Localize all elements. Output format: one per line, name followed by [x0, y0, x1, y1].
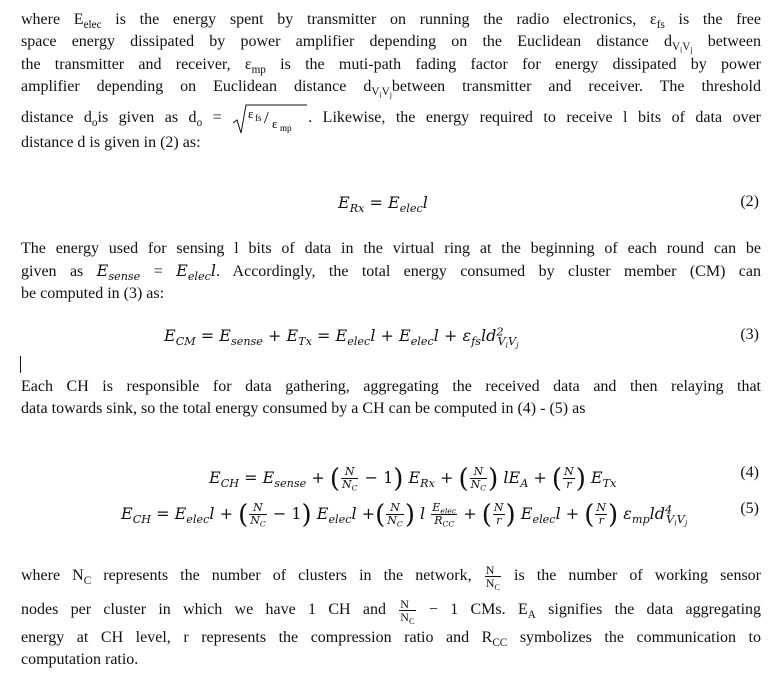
- para4-line3: energy at CH level, r represents the compression ratio and $R_{CC}$ symbolizes the communication to: [21, 629, 762, 649]
- svg-text:ε: ε: [248, 105, 254, 121]
- para4-line4: computation ratio.: [21, 651, 139, 669]
- para2-line3: be computed in (3) as:: [21, 284, 165, 302]
- svg-text:/: /: [264, 107, 269, 127]
- para4-line2: nodes per cluster in which we have 1 CH and $\frac{N}{N_C}$ − 1 CMs. $E_A$ signifies the data aggregating: [21, 596, 762, 626]
- paragraph-variable-definitions: [21, 559, 761, 672]
- text-cursor: [20, 356, 21, 373]
- paragraph-sensing-energy: [21, 238, 761, 305]
- para3-line2: data towards sink, so the total energy consumed by a CH can be computed in (4) - (5) as: [21, 400, 586, 418]
- para1-line1: where $E_{elec}$ is the energy spent by transmitter on running the radio electronics, $\varepsilon_{fs}$ is the free: [21, 11, 762, 31]
- equation-3-number: (3): [740, 326, 759, 343]
- para4-line1: where $N_C$ represents the number of clusters in the network, $\frac{N}{N_C}$ is the number of working sensor: [21, 562, 762, 592]
- equation-4: [21, 464, 761, 494]
- svg-text:mp: mp: [280, 122, 292, 133]
- para2-line2: given as $E_{sense} = E_{elec}l$. Accordingly, the total energy consumed by cluster member (CM) can: [21, 261, 761, 284]
- equation-4-formula: $E_{CH} = E_{sense}$ + ( $\frac{N}{N_C}$ − 1) $E_{Rx}$ + ( $\frac{N}{N_C}$ ) $lE_A$ + ( $\frac{N}{r}$ ) $E_{Tx}$: [209, 464, 617, 494]
- equation-5: [21, 500, 761, 530]
- equation-5-number: (5): [740, 500, 759, 517]
- equation-3: [21, 326, 761, 356]
- equation-2-formula: $E_{Rx} = E_{elec}l$: [338, 193, 428, 215]
- equation-2: [21, 193, 761, 223]
- equation-4-number: (4): [740, 464, 759, 481]
- equation-2-number: (2): [740, 193, 759, 210]
- equation-3-formula: $E_{CM} = E_{sense} + E_{Tx} = E_{elec}l + E_{elec}l + \varepsilon_{fs}ld^2_{V_iV_j}$: [164, 325, 519, 350]
- equation-5-formula: $E_{CH} = E_{elec}l$ + ( $\frac{N}{N_C}$ − 1) $E_{elec}l$ +( $\frac{N}{N_C}$ ) l $\frac{E_{elec}}{R_{CC}}$ + ( $\frac{N}{r}$ ) $E_{elec}l$ + ( $\frac{N}{r}$ ) $\varepsilon_{mp}ld^4_{V_iV_j}$: [121, 500, 688, 530]
- para1-line6: distance d is given in (2) as:: [21, 134, 201, 152]
- paragraph-energy-definitions: [21, 9, 761, 154]
- svg-text:ε: ε: [272, 115, 278, 131]
- para3-line1: Each CH is responsible for data gathering, aggregating the received data and then relaying that: [21, 378, 761, 395]
- sqrt-threshold: [232, 99, 308, 139]
- svg-text:fs: fs: [255, 112, 262, 123]
- paragraph-cluster-head-energy: [21, 376, 761, 421]
- para1-line2: space energy dissipated by power amplifier depending on the Euclidean distance $d_{V_iV_j}$ between: [21, 33, 761, 55]
- para1-line5: distance $d_ois$ given as $d_o$ = ε fs / ε mp . Likewise, the energy required to receive l bits of data over: [21, 98, 761, 128]
- para2-line1: The energy used for sensing l bits of data in the virtual ring at the beginning of each round can be: [21, 240, 761, 257]
- para1-line4: amplifier depending on Euclidean distance $d_{V_iV_j}between$ transmitter and receiver. The threshold: [21, 77, 761, 100]
- para1-line3: the transmitter and receiver, $\varepsilon_{mp}$ is the muti-path fading factor for energy dissipated by power: [21, 55, 762, 76]
